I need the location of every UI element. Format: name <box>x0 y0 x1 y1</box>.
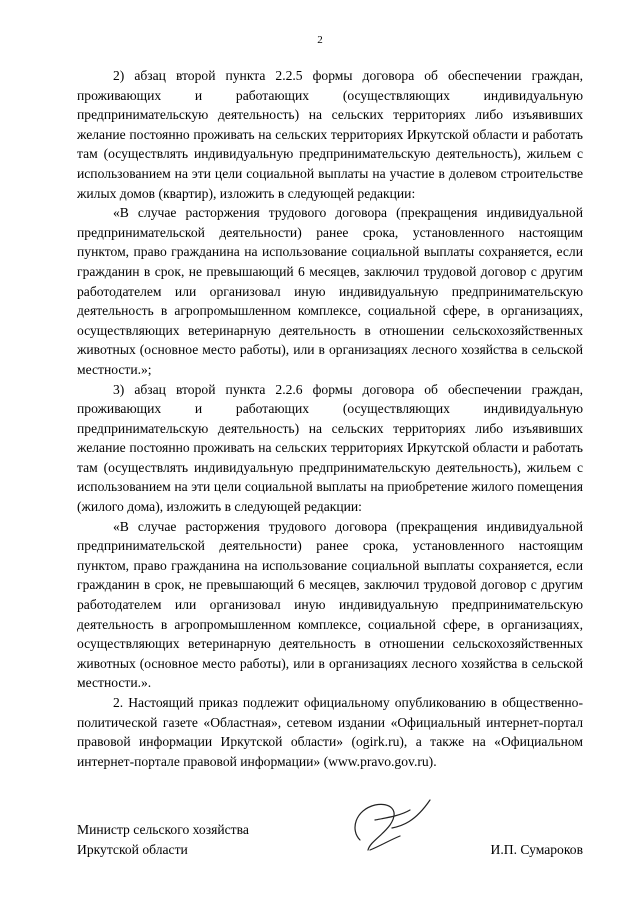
handwritten-signature <box>330 780 440 860</box>
page-number: 2 <box>317 34 323 46</box>
signatory-title-line2: Иркутской области <box>77 841 188 857</box>
paragraph-amendment-2: 2) абзац второй пункта 2.2.5 формы договора об обеспечении граждан, проживающих и работающих (осуществляющих индивидуальную предпринимательскую деятельность) на сельских территориях либо изъявивших желание постоянно проживать на сельских территориях Иркутской области и работать там (осуществлять индивидуальную предпринимательскую деятельность), жильем с использованием на эти цели социальной выплаты на участие в долевом строительстве жилых домов (квартир), изложить в следующей редакции: <box>77 68 583 201</box>
signatory-title-line1: Министр сельского хозяйства <box>77 822 249 837</box>
paragraph-publication: 2. Настоящий приказ подлежит официальному опубликованию в общественно-политической газете «Областная», сетевом издании «Официальный интернет-портал правовой информации Иркутской области» (ogirk.ru), а также на «Официальном интернет-портале правовой информации» (www.pravo.gov.ru). <box>77 695 583 769</box>
paragraph-quote-2-2-5: «В случае расторжения трудового договора (прекращения индивидуальной предпринимательской деятельности) ранее срока, установленного настоящим пунктом, право гражданина на использование социальной выплаты сохраняется, если гражданин в срок, не превышающий 6 месяцев, заключил трудовой договор с другим работодателем или организовал иную индивидуальную предпринимательскую деятельность в агропромышленном комплексе, социальной сфере, в организациях, осуществляющих ветеринарную деятельность в отношении сельскохозяйственных животных (основное место работы), или в организациях лесного хозяйства в сельской местности.»; <box>77 205 583 377</box>
signatory-title <box>77 820 249 859</box>
paragraph-quote-2-2-6: «В случае расторжения трудового договора (прекращения индивидуальной предпринимательской деятельности) ранее срока, установленного настоящим пунктом, право гражданина на использование социальной выплаты сохраняется, если гражданин в срок, не превышающий 6 месяцев, заключил трудовой договор с другим работодателем или организовал иную индивидуальную предпринимательскую деятельность в агропромышленном комплексе, социальной сфере, в организациях, осуществляющих ветеринарную деятельность в отношении сельскохозяйственных животных (основное место работы), или в организациях лесного хозяйства в сельской местности.». <box>77 518 583 691</box>
document-body <box>77 66 583 771</box>
paragraph-amendment-3: 3) абзац второй пункта 2.2.6 формы договора об обеспечении граждан, проживающих и работающих (осуществляющих индивидуальную предпринимательскую деятельность) на сельских территориях либо изъявивших желание постоянно проживать на сельских территориях Иркутской области и работать там (осуществлять индивидуальную предпринимательскую деятельность), жильем с использованием на эти цели социальной выплаты на приобретение жилого помещения (жилого дома), изложить в следующей редакции: <box>77 381 583 515</box>
signatory-name: И.П. Сумароков <box>490 841 583 857</box>
